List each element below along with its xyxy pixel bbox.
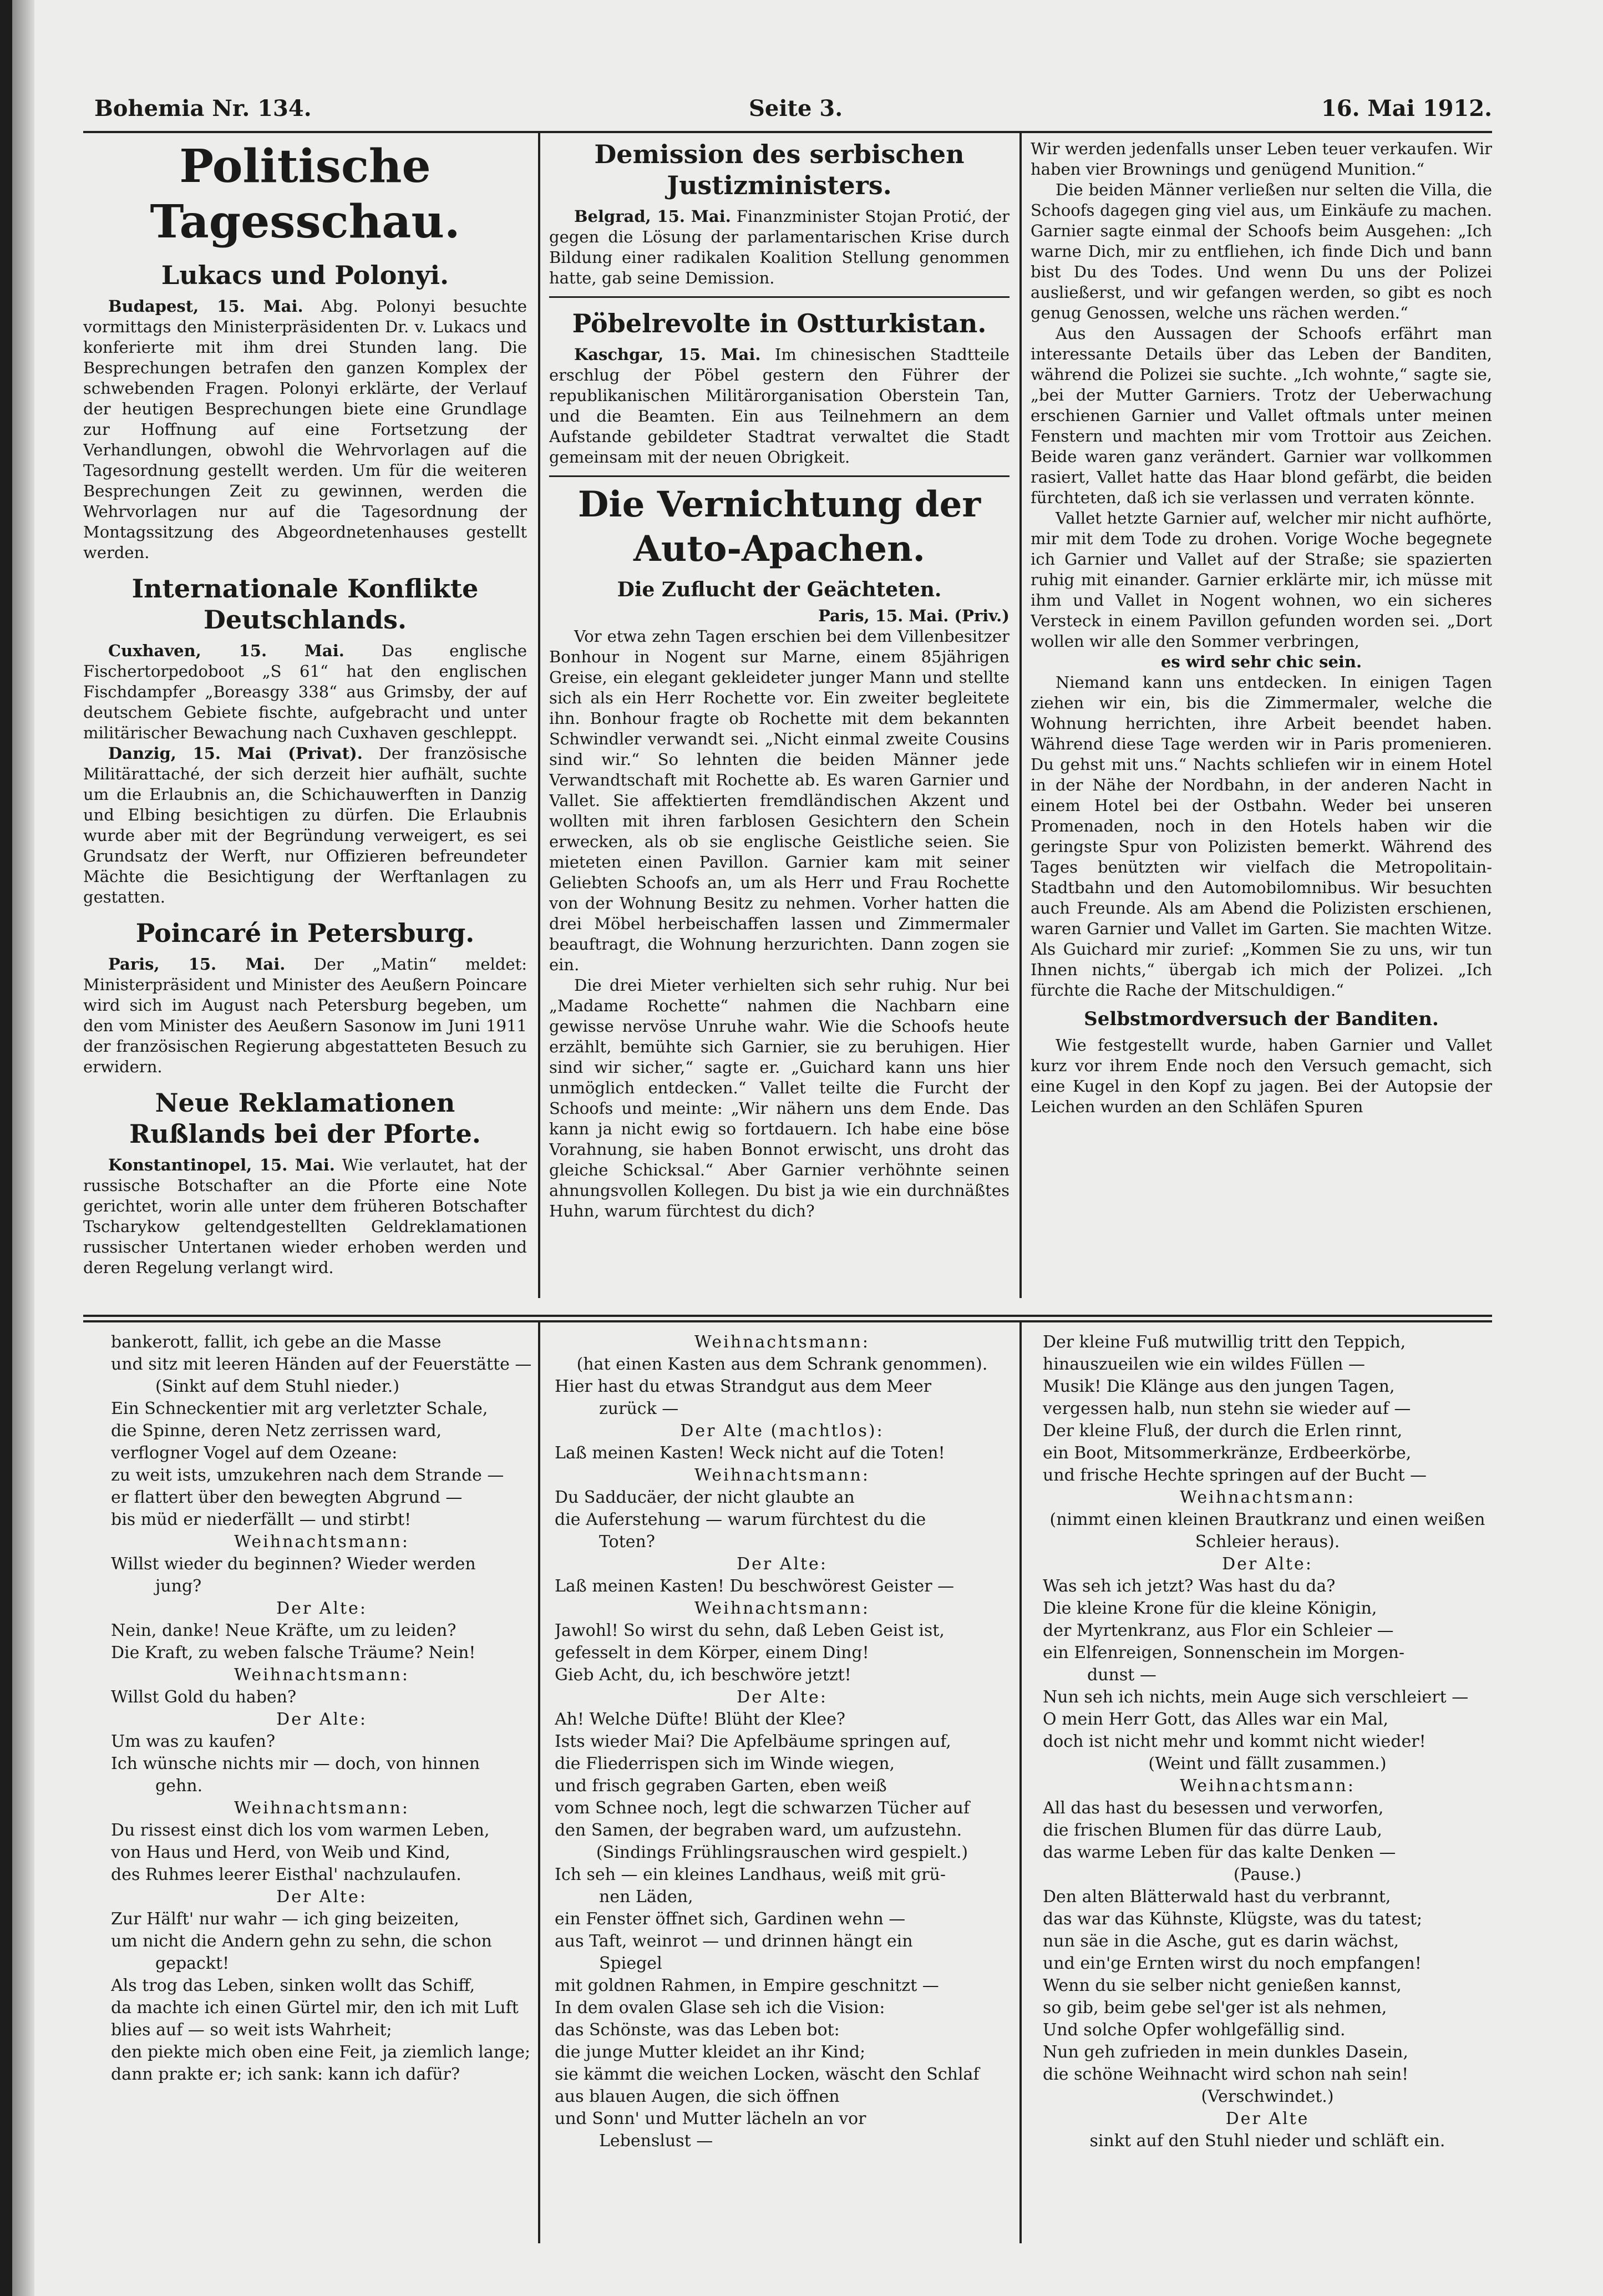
verse-line: aus blauen Augen, die sich öffnen <box>555 2087 840 2106</box>
dateline: Paris, 15. Mai. <box>108 955 286 974</box>
article-text: Niemand kann uns entdecken. In einigen Tagen ziehen wir ein, bis die Zimmermaler, welche die Wohnung herrichten, ihre Arbeit beendet haben. Während diese Tage werden wir in Paris promenieren. Du gehst mit uns.“ Nachts schliefen wir in einem Hotel in der Nähe der Nordbahn, in der anderen Nacht in einem Hotel bei der Ostbahn. Weder bei unseren Promenaden, noch in den Hotels haben wir die geringste Spur von Polizisten bemerkt. Während des Tages benützten wir vielfach die Metropolitain-Stadtbahn und den Automobilomnibus. Wir besuchten auch Freunde. Als am Abend die Polizisten erschienen, waren Garnier und Vallet im Garten. Sie machten Witze. Als Guichard mir zurief: „Kommen Sie zu uns, wir tun Ihnen nichts,“ übergab ich mich der Polizei. „Ich fürchte die Rache der Mitschuldigen.“ <box>1031 673 1492 1000</box>
header-rule <box>83 131 1492 133</box>
speaker-name: Weihnachtsmann: <box>234 1798 409 1818</box>
verse-line: und frisch gegraben Garten, eben weiß <box>555 1776 887 1796</box>
verse-line: verflogner Vogel auf dem Ozeane: <box>111 1443 398 1463</box>
article-separator <box>549 475 1010 477</box>
verse-line: O mein Herr Gott, das Alles war ein Mal, <box>1043 1710 1389 1729</box>
header-issue: Bohemia Nr. 134. <box>94 95 312 121</box>
verse-line: Nun seh ich nichts, mein Auge sich verschleiert — <box>1043 1687 1469 1707</box>
article-subtitle: Die Zuflucht der Geächteten. <box>617 578 942 601</box>
speaker-name: Der Alte: <box>737 1554 828 1574</box>
verse-line: den Samen, der begraben ward, um aufzustehn. <box>555 1821 962 1840</box>
verse-line: Willst wieder du beginnen? Wieder werden <box>111 1554 476 1574</box>
verse-line: In dem ovalen Glase seh ich die Vision: <box>555 1998 885 2018</box>
article-headline: Die Vernichtung der Auto-Apachen. <box>577 484 981 570</box>
stage-direction: (Weint und fällt zusammen.) <box>1148 1754 1387 1773</box>
article-text: Finanzminister Stojan Protić, der gegen die Lösung der parlamentarischen Krise durch Bildung einer radikalen Koalition Stellung genommen hatte, gab seine Demission. <box>549 207 1010 287</box>
speaker-name: Weihnachtsmann: <box>694 1332 870 1352</box>
dateline: Belgrad, 15. Mai. <box>574 207 731 226</box>
article-title: Pöbelrevolte in Ostturkistan. <box>572 308 987 338</box>
verse-line: Um was zu kaufen? <box>111 1732 276 1751</box>
verse-line: nun säe in die Asche, gut es darin wächst, <box>1043 1932 1399 1951</box>
verse-line: Jawohl! So wirst du sehn, daß Leben Geist ist, <box>555 1621 945 1640</box>
verse-line: Den alten Blätterwald hast du verbrannt, <box>1043 1887 1391 1907</box>
verse-line: Der kleine Fluß, der durch die Erlen rinnt, <box>1043 1421 1403 1441</box>
verse-line: gehn. <box>155 1776 203 1796</box>
dateline: Danzig, 15. Mai (Privat). <box>108 744 363 763</box>
verse-line: ein Fenster öffnet sich, Gardinen wehn — <box>555 1909 906 1929</box>
verse-line: sie kämmt die weichen Locken, wäscht den Schlaf <box>555 2065 980 2084</box>
page-binding-edge <box>0 0 12 2296</box>
verse-line: aus Taft, weinrot — und drinnen hängt ein <box>555 1932 913 1951</box>
article-title: Lukacs und Polonyi. <box>161 260 449 290</box>
verse-line: da machte ich einen Gürtel mir, den ich mit Luft <box>111 1998 519 2018</box>
verse-line: Ich seh — ein kleines Landhaus, weiß mit grü- <box>555 1865 946 1884</box>
verse-line: vergessen halb, nun stehn sie wieder auf — <box>1043 1399 1411 1418</box>
article-text: Die drei Mieter verhielten sich sehr ruhig. Nur bei „Madame Rochette“ nahmen die Nachbarn eine gewisse nervöse Unruhe wahr. Wie die Schoofs heute erzählt, bemühte sich Garnier, sie zu beruhigen. Hier sind wir sicher,“ sagte er. „Guichard kann uns hier unmöglich entdecken.“ Vallet teilte die Furcht der Schoofs und meinte: „Wir nähern uns dem Ende. Das kann ja nicht ewig so fortdauern. Ich habe eine böse Vorahnung, sie haben Bonnot erwischt, uns droht das gleiche Schicksal.“ Aber Garnier verhöhnte seinen ahnungsvollen Kollegen. Du bist ja wie ein durchnäßtes Huhn, warum fürchtest du dich? <box>549 976 1010 1220</box>
article-text: Wie verlautet, hat der russische Botschafter an die Pforte eine Note gerichtet, worin alle unter dem früheren Botschafter Tscharykow geltendgestellten Geldreklamationen russischer Untertanen wieder erhoben werden und deren Regelung verlangt wird. <box>83 1155 527 1277</box>
verse-line: des Ruhmes leerer Eisthal' nachzulaufen. <box>111 1865 461 1884</box>
speaker-name: Weihnachtsmann: <box>234 1665 409 1685</box>
article-text: Der französische Militärattaché, der sich derzeit hier aufhält, suchte um die Erlaubnis an, die Schichauwerften in Danzig und Elbing besichtigen zu dürfen. Die Erlaubnis wurde aber mit der Begründung verweigert, es sei Grundsatz der Werft, nur Offizieren befreundeter Mächte die Besichtigung der Werftanlagen zu gestatten. <box>83 744 527 906</box>
article-text: Der „Matin“ meldet: Ministerpräsident und Minister des Aeußern Poincare wird sich im August nach Petersburg begeben, um den vom Minister des Aeußern Sasonow im Juni 1911 der französischen Regierung abgestatteten Besuch zu erwidern. <box>83 955 527 1076</box>
verse-line: Nun geh zufrieden in mein dunkles Dasein, <box>1043 2042 1408 2062</box>
verse-line: Der kleine Fuß mutwillig tritt den Teppich, <box>1043 1332 1406 1352</box>
verse-line: die Fliederrispen sich im Winde wiegen, <box>555 1754 895 1773</box>
verse-line: er flattert über den bewegten Abgrund — <box>111 1488 463 1507</box>
verse-line: Du Sadducäer, der nicht glaubte an <box>555 1488 855 1507</box>
verse-line: Zur Hälft' nur wahr — ich ging beizeiten, <box>111 1909 459 1929</box>
verse-line: Als trog das Leben, sinken wollt das Schiff, <box>111 1976 475 1995</box>
speaker-name: Weihnachtsmann: <box>1180 1488 1355 1507</box>
feuilleton-column-2 <box>555 1331 1010 2241</box>
dateline: Budapest, 15. Mai. <box>108 297 303 316</box>
verse-line: dann prakte er; ich sank: kann ich dafür? <box>111 2065 460 2084</box>
column-3 <box>1031 139 1492 1309</box>
speaker-name: Der Alte <box>1225 2109 1310 2128</box>
article-text: Wir werden jedenfalls unser Leben teuer verkaufen. Wir haben vier Brownings und genügend Munition.“ <box>1031 139 1492 179</box>
verse-line: das warme Leben für das kalte Denken — <box>1043 1843 1396 1862</box>
verse-line: Und solche Opfer wohlgefällig sind. <box>1043 2020 1346 2040</box>
verse-line: Was seh ich jetzt? Was hast du da? <box>1043 1577 1336 1596</box>
speaker-name: Der Alte: <box>276 1599 367 1618</box>
feuilleton-column-3 <box>1043 1331 1492 2241</box>
verse-line: die schöne Weihnacht wird schon nah sein! <box>1043 2065 1409 2084</box>
speaker-name: Weihnachtsmann: <box>1180 1776 1355 1796</box>
verse-line: Willst Gold du haben? <box>111 1687 297 1707</box>
verse-line: Wenn du sie selber nicht genießen kannst, <box>1043 1976 1402 1995</box>
page-binding-shadow <box>12 0 34 2296</box>
verse-line: blies auf — so weit ists Wahrheit; <box>111 2020 392 2040</box>
verse-line: und ein'ge Ernten wirst du noch empfangen! <box>1043 1954 1422 1973</box>
article-text: Aus den Aussagen der Schoofs erfährt man interessante Details über das Leben der Banditen, während die Polizei sie suchte. „Ich wohnte,“ sagte sie, „bei der Mutter Garniers. Trotz der Ueberwachung erschienen Garnier und Vallet oftmals unter meinen Fenstern und machten mir vom Trottoir aus Zeichen. Beide waren ganz verändert. Garnier war vollkommen rasiert, Vallet hatte das Haar blond gefärbt, die beiden fürchteten, daß ich sie verlassen und verraten könnte. <box>1031 324 1492 507</box>
feuilleton-rule <box>83 1315 1492 1317</box>
column-rule <box>538 1322 540 2243</box>
speaker-name: Weihnachtsmann: <box>234 1532 409 1552</box>
verse-line: Lebenslust — <box>599 2131 713 2151</box>
verse-line: mit goldnen Rahmen, in Empire geschnitzt — <box>555 1976 939 1995</box>
section-title: Politische Tagesschau. <box>150 140 460 249</box>
stage-direction: (Sindings Frühlingsrauschen wird gespielt.) <box>596 1843 968 1862</box>
dateline: Cuxhaven, 15. Mai. <box>108 641 344 660</box>
article-text: Vor etwa zehn Tagen erschien bei dem Villenbesitzer Bonhour in Nogent sur Marne, einem 85jährigen Greise, ein elegant gekleideter junger Mann und stellte sich als ein Herr Rochette vor. Ein zweiter begleitete ihn. Bonhour fragte ob Rochette mit dem bekannten Schwindler verwandt sei. „Nicht einmal zweite Cousins sind wir.“ So lehnten die beiden Männer jede Verwandtschaft mit Rochette ab. Es waren Garnier und Vallet. Sie affektierten fremdländischen Akzent und wollten mit ihren farblosen Gesichtern den Schein erwecken, als ob sie englische Geistliche seien. Sie mieteten einen Pavillon. Garnier kam mit seiner Geliebten Schoofs an, um als Herr und Frau Rochette von der Wohnung Besitz zu nehmen. Vorher hatten die drei Möbel herbeischaffen lassen und Zimmermaler beauftragt, die Wohnung herzurichten. Dann zogen sie ein. <box>549 627 1010 974</box>
verse-line: vom Schnee noch, legt die schwarzen Tücher auf <box>555 1798 970 1818</box>
verse-line: Die Kraft, zu weben falsche Träume? Nein! <box>111 1643 476 1663</box>
stage-direction: (Verschwindet.) <box>1201 2087 1334 2106</box>
verse-line: und frische Hechte springen auf der Bucht — <box>1043 1466 1427 1485</box>
speaker-name: Der Alte: <box>1222 1554 1313 1574</box>
verse-line: die junge Mutter kleidet an ihr Kind; <box>555 2042 866 2062</box>
column-rule <box>538 133 540 1298</box>
verse-line: Du rissest einst dich los vom warmen Leben, <box>111 1821 490 1840</box>
verse-line: hinauszueilen wie ein wildes Füllen — <box>1043 1355 1365 1374</box>
page-header <box>83 95 1492 129</box>
article-text: es wird sehr chic sein. <box>1160 652 1362 671</box>
dateline: Paris, 15. Mai. (Priv.) <box>818 606 1010 625</box>
speaker-name: Der Alte: <box>276 1887 367 1907</box>
article-title: Demission des serbischen Justizministers. <box>594 139 965 200</box>
verse-line: der Myrtenkranz, aus Flor ein Schleier — <box>1043 1621 1394 1640</box>
verse-line: die Auferstehung — warum fürchtest du die <box>555 1510 926 1529</box>
verse-line: und Sonn' und Mutter lächeln an vor <box>555 2109 866 2128</box>
article-title: Selbstmordversuch der Banditen. <box>1084 1008 1439 1030</box>
verse-line: Die kleine Krone für die kleine Königin, <box>1043 1599 1377 1618</box>
verse-line: und sitz mit leeren Händen auf der Feuerstätte — <box>111 1355 532 1374</box>
verse-line: Toten? <box>599 1532 655 1552</box>
column-rule <box>1019 1322 1022 2243</box>
verse-line: Laß meinen Kasten! Du beschwörest Geister — <box>555 1577 955 1596</box>
header-page-number: Seite 3. <box>749 95 843 121</box>
article-text: Das englische Fischertorpedoboot „S 61“ hat den englischen Fischdampfer „Boreasgy 338“ aus Grimsby, der auf deutschem Gebiete fischte, aufgebracht und unter militärischer Bewachung nach Cuxhaven geschleppt. <box>83 641 527 742</box>
stage-direction: (Pause.) <box>1233 1865 1302 1884</box>
verse-line: jung? <box>155 1577 202 1596</box>
verse-line: Musik! Die Klänge aus den jungen Tagen, <box>1043 1377 1395 1396</box>
verse-line: die Spinne, deren Netz zerrissen ward, <box>111 1421 442 1441</box>
column-2 <box>549 139 1010 1309</box>
article-text: Die beiden Männer verließen nur selten die Villa, die Schoofs dagegen ging viel aus, um Einkäufe zu machen. Garnier sagte einmal der Schoofs beim Ausgehen: „Ich warne Dich, mir zu entfliehen, ich finde Dich und bann bist Du des Todes. Und wenn Du uns der Polizei ausließerst, und wir gefangen werden, so gibt es noch genug Genossen, welche uns rächen werden.“ <box>1031 180 1492 322</box>
verse-line: Laß meinen Kasten! Weck nicht auf die Toten! <box>555 1443 945 1463</box>
verse-line: nen Läden, <box>599 1887 693 1907</box>
verse-line: (Sinkt auf dem Stuhl nieder.) <box>155 1377 400 1396</box>
verse-line: ein Elfenreigen, Sonnenschein im Morgen- <box>1043 1643 1405 1663</box>
verse-line: ein Boot, Mitsommerkränze, Erdbeerkörbe, <box>1043 1443 1412 1463</box>
verse-line: Hier hast du etwas Strandgut aus dem Meer <box>555 1377 932 1396</box>
verse-line: Gieb Acht, du, ich beschwöre jetzt! <box>555 1665 851 1685</box>
verse-line: um nicht die Andern gehn zu sehn, die schon <box>111 1932 492 1951</box>
verse-line: von Haus und Herd, von Weib und Kind, <box>111 1843 450 1862</box>
article-title: Poincaré in Petersburg. <box>135 918 475 948</box>
article-text: Abg. Polonyi besuchte vormittags den Ministerpräsidenten Dr. v. Lukacs und konferierte mit ihm drei Stunden lang. Die Besprechungen betrafen den ganzen Komplex der schwebenden Fragen. Polonyi erklärte, der Verlauf der heutigen Besprechungen biete eine Grundlage zur Hoffnung auf eine Fortsetzung der Verhandlungen, obwohl die Wehrvorlagen auf die Tagesordnung gestellt werden. Um für die weiteren Besprechungen Zeit zu gewinnen, werden die Wehrvorlagen nur auf die Tagesordnung der Montagssitzung des Abgeordnetenhauses gestellt werden. <box>83 297 527 562</box>
verse-line: Ah! Welche Düfte! Blüht der Klee? <box>555 1710 845 1729</box>
article-separator <box>549 296 1010 298</box>
verse-line: dunst — <box>1087 1665 1156 1685</box>
verse-line: bis müd er niederfällt — und stirbt! <box>111 1510 412 1529</box>
verse-line: bankerott, fallit, ich gebe an die Masse <box>111 1332 442 1352</box>
speaker-name: Weihnachtsmann: <box>694 1599 870 1618</box>
verse-line: Spiegel <box>599 1954 662 1973</box>
verse-line: doch ist nicht mehr und kommt nicht wieder! <box>1043 1732 1426 1751</box>
verse-line: so gib, beim gebe sel'ger ist als nehmen, <box>1043 1998 1387 2018</box>
article-title: Neue Reklamationen Rußlands bei der Pforte. <box>129 1088 481 1149</box>
verse-line: gefesselt in dem Körper, einem Ding! <box>555 1643 869 1663</box>
speaker-name: Der Alte: <box>276 1710 367 1729</box>
verse-line: Nein, danke! Neue Kräfte, um zu leiden? <box>111 1621 456 1640</box>
article-text: Im chinesischen Stadtteile erschlug der Pöbel gestern den Führer der republikanischen Militärorganisation Oberstein Tan, und die Beamten. Ein aus Teilnehmern an dem Aufstande gebildeter Stadtrat verwaltet die Stadt gemeinsam mit der neuen Obrigkeit. <box>549 345 1010 467</box>
stage-direction: sinkt auf den Stuhl nieder und schläft ein. <box>1089 2131 1445 2151</box>
article-text: Vallet hetzte Garnier auf, welcher mir nicht aufhörte, mir mit dem Tode zu drohen. Vorige Woche begegnete ich Garnier und Vallet auf der Straße; sie spazierten ruhig mit einander. Garnier erklärte mir, ich müsse mit ihm und Vallet in Nogent wohnen, wo ein sicheres Versteck in einem Pavillon gefunden worden sei. „Dort wollen wir alle den Sommer verbringen, <box>1031 509 1492 651</box>
speaker-name: Der Alte: <box>737 1687 828 1707</box>
speaker-name: Der Alte (machtlos): <box>680 1421 884 1441</box>
column-rule <box>1019 133 1022 1298</box>
header-date: 16. Mai 1912. <box>1321 95 1492 121</box>
article-text: Wie festgestellt wurde, haben Garnier und Vallet kurz vor ihrem Ende noch den Versuch gemacht, sich eine Kugel in den Kopf zu jagen. Bei der Autopsie der Leichen wurden an den Schläfen Spuren <box>1031 1036 1492 1116</box>
stage-direction: (hat einen Kasten aus dem Schrank genommen). <box>576 1355 988 1374</box>
verse-line: das Schönste, was das Leben bot: <box>555 2020 840 2040</box>
verse-line: das war das Kühnste, Klügste, was du tatest; <box>1043 1909 1423 1929</box>
verse-line: Ists wieder Mai? Die Apfelbäume springen auf, <box>555 1732 951 1751</box>
stage-direction: (nimmt einen kleinen Brautkranz und einen weißen Schleier heraus). <box>1049 1510 1485 1552</box>
verse-line: All das hast du besessen und verworfen, <box>1043 1798 1384 1818</box>
column-1 <box>83 139 527 1309</box>
dateline: Konstantinopel, 15. Mai. <box>108 1155 335 1174</box>
verse-line: die frischen Blumen für das dürre Laub, <box>1043 1821 1382 1840</box>
verse-line: zu weit ists, umzukehren nach dem Strande — <box>111 1466 504 1485</box>
verse-line: Ich wünsche nichts mir — doch, von hinnen <box>111 1754 480 1773</box>
verse-line: den piekte mich oben eine Feit, ja ziemlich lange; <box>111 2042 531 2062</box>
feuilleton-rule <box>83 1320 1492 1322</box>
feuilleton-column-1 <box>111 1331 532 2241</box>
verse-line: Ein Schneckentier mit arg verletzter Schale, <box>111 1399 488 1418</box>
speaker-name: Weihnachtsmann: <box>694 1466 870 1485</box>
dateline: Kaschgar, 15. Mai. <box>574 345 761 364</box>
verse-line: zurück — <box>599 1399 679 1418</box>
verse-line: gepackt! <box>155 1954 230 1973</box>
article-title: Internationale Konflikte Deutschlands. <box>131 574 479 635</box>
